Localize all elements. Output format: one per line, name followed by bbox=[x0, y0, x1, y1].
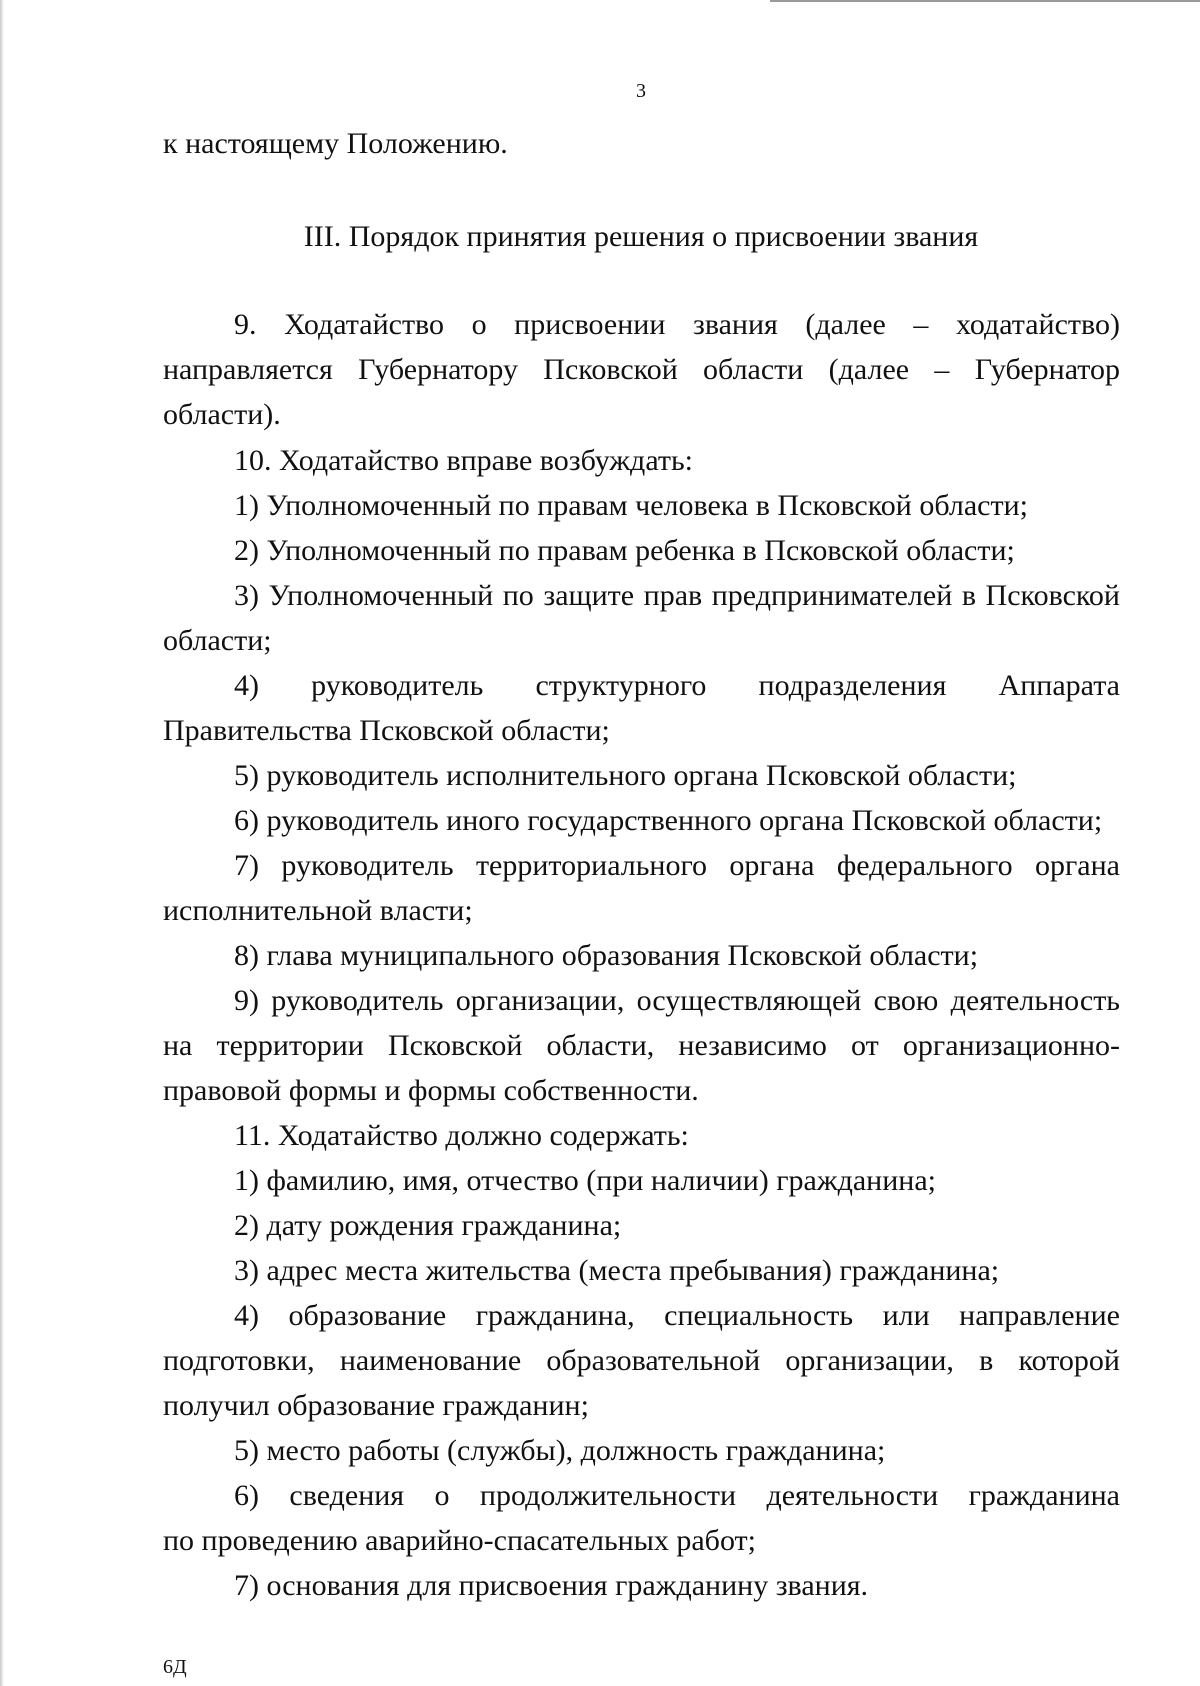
paragraph-10-item-4-line-2: Правительства Псковской области; bbox=[163, 714, 610, 747]
paragraph-10-item-3-line-1: 3) Уполномоченный по защите прав предпринимателей в Псковской bbox=[234, 579, 1120, 612]
paragraph-10-item-9-line-2: на территории Псковской области, независимо от организационно- bbox=[163, 1029, 1120, 1062]
paragraph-11-item-6-line-2: по проведению аварийно-спасательных работ; bbox=[163, 1524, 756, 1557]
paragraph-10-item-1: 1) Уполномоченный по правам человека в Псковской области; bbox=[234, 489, 1028, 522]
paragraph-10-item-3-line-2: области; bbox=[163, 624, 272, 657]
section-heading: III. Порядок принятия решения о присвоении звания bbox=[303, 220, 979, 253]
paragraph-10-item-7-line-1: 7) руководитель территориального органа федерального органа bbox=[234, 849, 1120, 882]
paragraph-10-item-7-line-2: исполнительной власти; bbox=[163, 894, 473, 927]
page-top-line bbox=[770, 0, 1200, 2]
paragraph-10-item-9-line-1: 9) руководитель организации, осуществляющей свою деятельность bbox=[234, 984, 1120, 1017]
paragraph-10-intro: 10. Ходатайство вправе возбуждать: bbox=[234, 444, 693, 477]
page-number: 3 bbox=[636, 80, 646, 102]
continuation-text: к настоящему Положению. bbox=[163, 127, 508, 160]
paragraph-11-item-4-line-1: 4) образование гражданина, специальность или направление bbox=[234, 1299, 1120, 1332]
paragraph-9-line-3: области). bbox=[163, 398, 281, 431]
footer-code: 6Д bbox=[163, 1656, 187, 1678]
paragraph-11-item-5: 5) место работы (службы), должность гражданина; bbox=[234, 1434, 886, 1467]
paragraph-9-line-1: 9. Ходатайство о присвоении звания (далее – ходатайство) bbox=[234, 308, 1120, 341]
paragraph-10-item-8: 8) глава муниципального образования Псковской области; bbox=[234, 939, 979, 972]
paragraph-11-item-2: 2) дату рождения гражданина; bbox=[234, 1209, 622, 1242]
paragraph-11-item-3: 3) адрес места жительства (места пребывания) гражданина; bbox=[234, 1254, 1000, 1287]
paragraph-10-item-2: 2) Уполномоченный по правам ребенка в Псковской области; bbox=[234, 534, 1015, 567]
paragraph-11-item-1: 1) фамилию, имя, отчество (при наличии) гражданина; bbox=[234, 1164, 936, 1197]
paragraph-11-item-7: 7) основания для присвоения гражданину звания. bbox=[234, 1569, 869, 1602]
paragraph-11-item-6-line-1: 6) сведения о продолжительности деятельности гражданина bbox=[234, 1479, 1120, 1512]
paragraph-11-item-4-line-2: подготовки, наименование образовательной организации, в которой bbox=[163, 1344, 1120, 1377]
paragraph-10-item-4-line-1: 4) руководитель структурного подразделения Аппарата bbox=[234, 669, 1120, 702]
paragraph-10-item-6: 6) руководитель иного государственного органа Псковской области; bbox=[234, 804, 1103, 837]
paragraph-9-line-2: направляется Губернатору Псковской области (далее – Губернатор bbox=[163, 353, 1120, 386]
paragraph-11-intro: 11. Ходатайство должно содержать: bbox=[234, 1119, 689, 1152]
paragraph-11-item-4-line-3: получил образование гражданин; bbox=[163, 1389, 589, 1422]
paragraph-10-item-9-line-3: правовой формы и формы собственности. bbox=[163, 1074, 699, 1107]
paragraph-10-item-5: 5) руководитель исполнительного органа Псковской области; bbox=[234, 759, 1017, 792]
